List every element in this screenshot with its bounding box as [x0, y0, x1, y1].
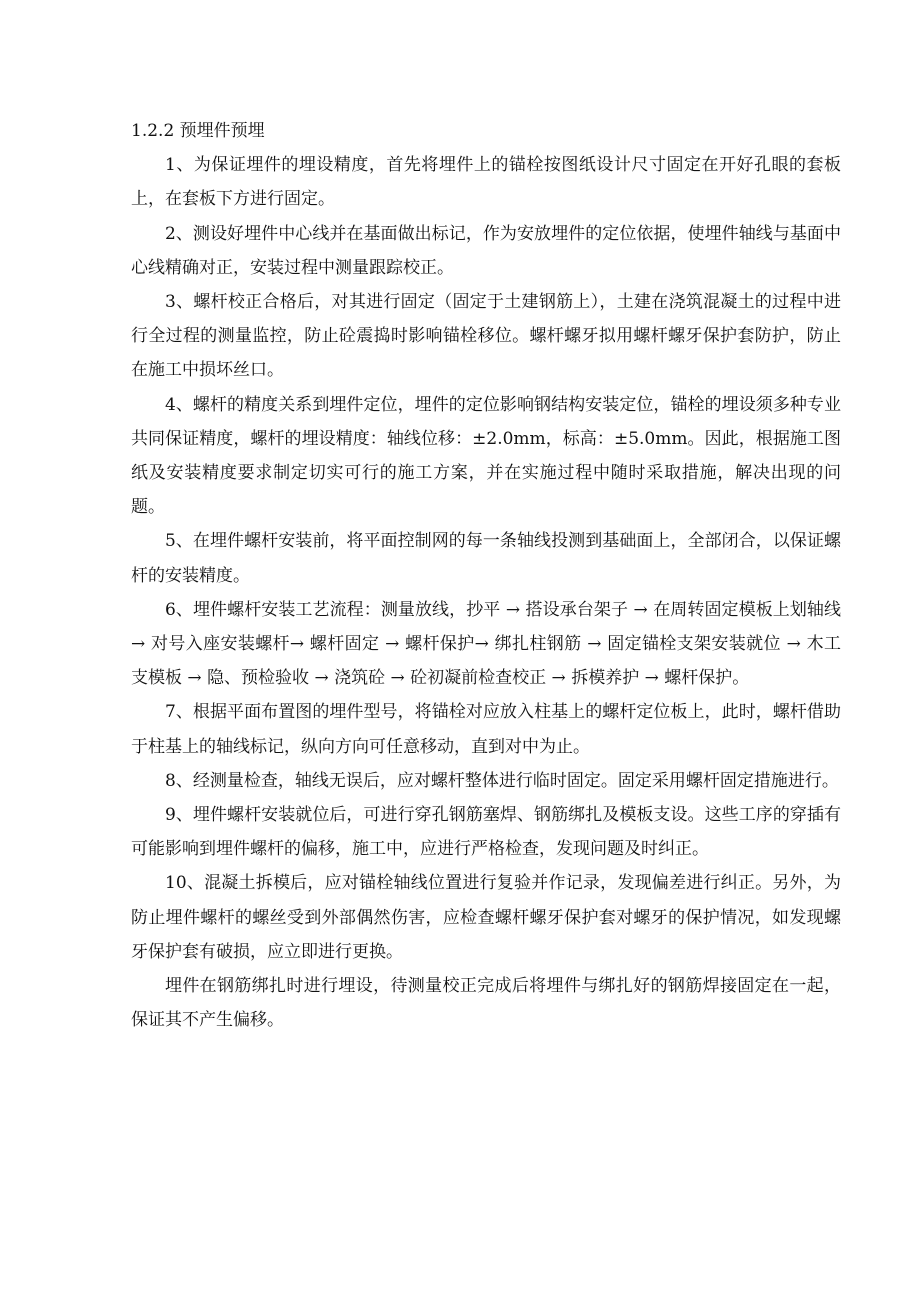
paragraph-7: 7、根据平面布置图的埋件型号，将锚栓对应放入柱基上的螺杆定位板上，此时，螺杆借助于柱基上的轴线标记，纵向方向可任意移动，直到对中为止。: [131, 702, 841, 757]
paragraph-2: 2、测设好埋件中心线并在基面做出标记，作为安放埋件的定位依据，使埋件轴线与基面中心线精确对正，安装过程中测量跟踪校正。: [131, 223, 841, 278]
paragraph-1: 1、为保证埋件的埋设精度，首先将埋件上的锚栓按图纸设计尺寸固定在开好孔眼的套板上，在套板下方进行固定。: [131, 155, 841, 210]
document-body: [131, 114, 841, 1037]
paragraph-closing: 埋件在钢筋绑扎时进行埋设，待测量校正完成后将埋件与绑扎好的钢筋焊接固定在一起，保证其不产生偏移。: [131, 976, 841, 1031]
paragraph-8: 8、经测量检查，轴线无误后，应对螺杆整体进行临时固定。固定采用螺杆固定措施进行。: [165, 770, 839, 791]
paragraph-4: 4、螺杆的精度关系到埋件定位，埋件的定位影响钢结构安装定位，锚栓的埋设须多种专业共同保证精度，螺杆的埋设精度：轴线位移：±2.0mm，标高：±5.0mm。因此，根据施工图纸及安装精度要求制定切实可行的施工方案，并在实施过程中随时采取措施，解决出现的问题。: [131, 394, 841, 518]
paragraph-10: 10、混凝土拆模后，应对锚栓轴线位置进行复验并作记录，发现偏差进行纠正。另外，为防止埋件螺杆的螺丝受到外部偶然伤害，应检查螺杆螺牙保护套对螺牙的保护情况，如发现螺牙保护套有破损，应立即进行更换。: [131, 873, 841, 962]
paragraph-9: 9、埋件螺杆安装就位后，可进行穿孔钢筋塞焊、钢筋绑扎及模板支设。这些工序的穿插有可能影响到埋件螺杆的偏移，施工中，应进行严格检查，发现问题及时纠正。: [131, 805, 841, 860]
section-heading: 1.2.2 预埋件预埋: [131, 121, 265, 141]
paragraph-6: 6、埋件螺杆安装工艺流程：测量放线，抄平 → 搭设承台架子 → 在周转固定模板上划轴线 → 对号入座安装螺杆→ 螺杆固定 → 螺杆保护→ 绑扎柱钢筋 → 固定锚栓支架安装就位 → 木工支模板 → 隐、预检验收 → 浇筑砼 → 砼初凝前检查校正 → 拆模养护 → 螺杆保护。: [131, 599, 841, 689]
paragraph-3: 3、螺杆校正合格后，对其进行固定（固定于土建钢筋上），土建在浇筑混凝土的过程中进行全过程的测量监控，防止砼震捣时影响锚栓移位。螺杆螺牙拟用螺杆螺牙保护套防护，防止在施工中损坏丝口。: [131, 292, 841, 381]
paragraph-5: 5、在埋件螺杆安装前，将平面控制网的每一条轴线投测到基础面上，全部闭合，以保证螺杆的安装精度。: [131, 531, 841, 586]
